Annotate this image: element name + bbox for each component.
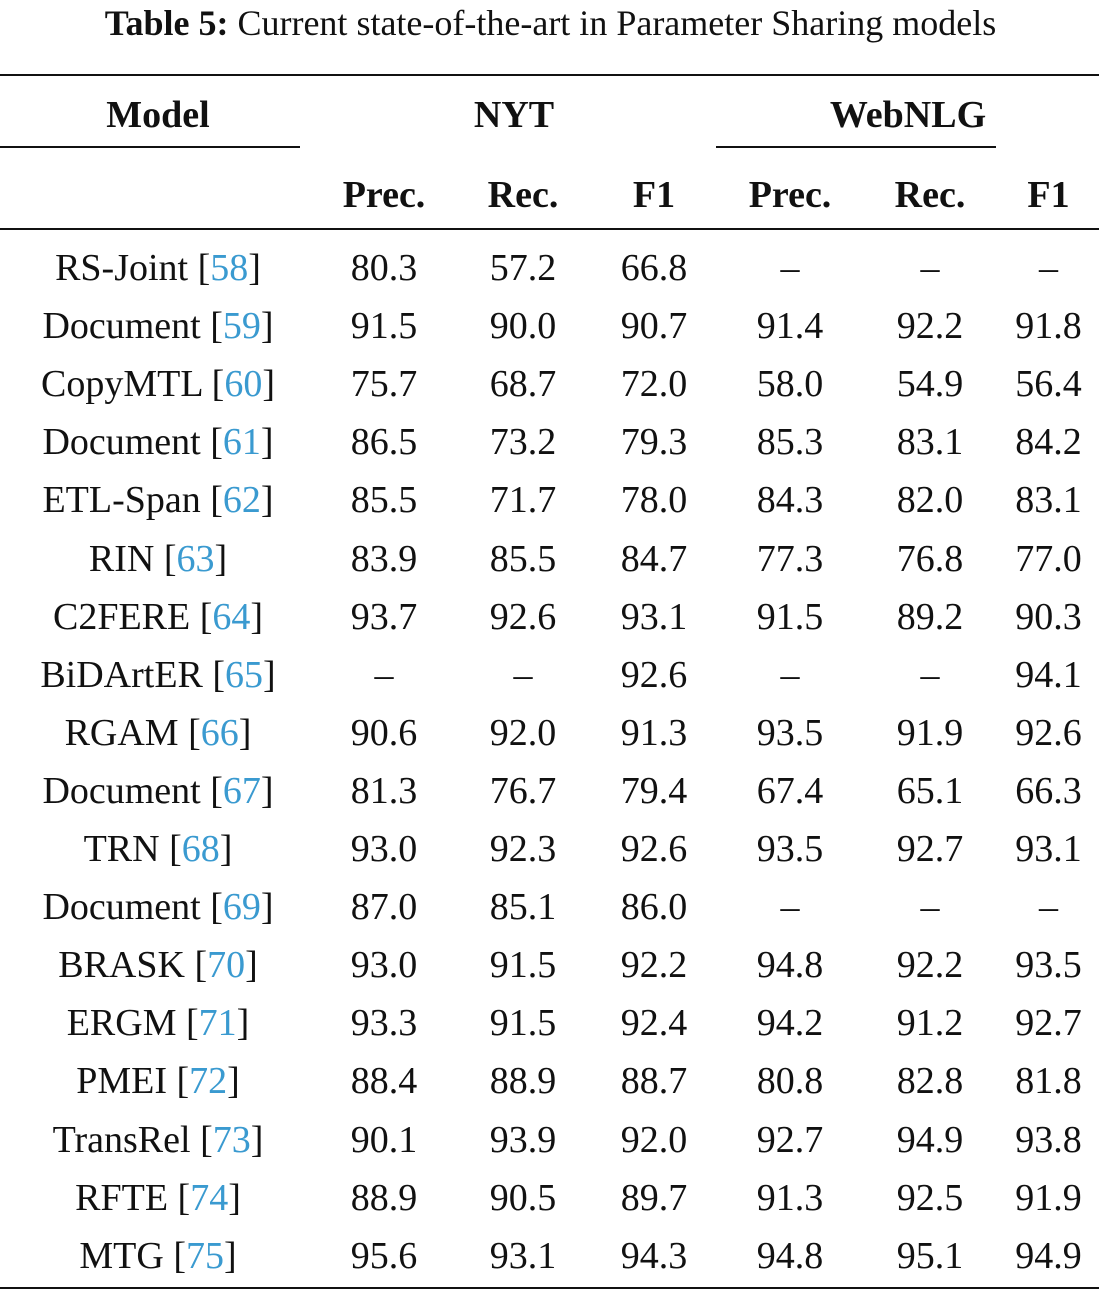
model-name-cell: PMEI [72] [76, 1060, 240, 1102]
model-name-cell: BiDArtER [65] [40, 654, 276, 696]
value-cell: 87.0 [350, 886, 418, 928]
bottom-rule [0, 1287, 1099, 1289]
header-metric-4: Rec. [894, 174, 966, 216]
value-cell: 93.8 [1015, 1119, 1082, 1161]
webnlg-cmidrule [716, 146, 996, 148]
model-name: BRASK [58, 944, 185, 986]
top-rule [0, 74, 1099, 76]
value-cell: 81.3 [350, 770, 418, 812]
value-cell: – [1039, 886, 1058, 928]
value-cell: 92.6 [620, 654, 688, 696]
value-cell: – [920, 886, 940, 928]
citation-link[interactable]: 63 [176, 538, 215, 580]
value-cell: 89.7 [620, 1177, 688, 1219]
value-cell: 94.2 [756, 1002, 824, 1044]
model-name-cell: RS-Joint [58] [55, 247, 261, 289]
caption-label: Table 5: [104, 3, 229, 43]
value-cell: 77.3 [756, 538, 824, 580]
model-name: RFTE [75, 1177, 169, 1219]
value-cell: 86.0 [620, 886, 688, 928]
model-name: CopyMTL [41, 363, 203, 405]
model-name: TransRel [52, 1119, 191, 1161]
value-cell: 92.7 [1015, 1002, 1082, 1044]
value-cell: – [920, 654, 940, 696]
citation-link[interactable]: 71 [198, 1002, 237, 1044]
model-name-cell: RIN [63] [88, 538, 228, 580]
citation-link[interactable]: 59 [222, 305, 261, 347]
value-cell: 68.7 [489, 363, 557, 405]
value-cell: 80.3 [350, 247, 418, 289]
value-cell: 92.6 [1015, 712, 1082, 754]
value-cell: 91.3 [620, 712, 688, 754]
value-cell: 94.8 [756, 944, 824, 986]
value-cell: 85.5 [350, 479, 418, 521]
value-cell: 91.5 [489, 944, 557, 986]
model-name-cell: MTG [75] [79, 1235, 237, 1277]
model-name-cell: Document [61] [42, 421, 274, 463]
value-cell: 92.2 [620, 944, 688, 986]
model-name-cell: BRASK [70] [58, 944, 258, 986]
model-name: RIN [88, 538, 155, 580]
model-name: BiDArtER [40, 654, 203, 696]
value-cell: 80.8 [756, 1060, 824, 1102]
model-name: Document [42, 770, 201, 812]
value-cell: – [1039, 247, 1058, 289]
value-cell: 83.1 [1015, 479, 1082, 521]
model-cmidrule [0, 146, 300, 148]
model-name: Document [42, 886, 201, 928]
value-cell: 91.5 [756, 596, 824, 638]
value-cell: 65.1 [896, 770, 964, 812]
value-cell: 76.7 [489, 770, 557, 812]
value-cell: 92.6 [489, 596, 557, 638]
model-name: ETL-Span [42, 479, 201, 521]
value-cell: 92.6 [620, 828, 688, 870]
value-cell: 90.3 [1015, 596, 1082, 638]
citation-link[interactable]: 61 [222, 421, 261, 463]
value-cell: 84.2 [1015, 421, 1082, 463]
model-name: TRN [83, 828, 160, 870]
value-cell: 67.4 [756, 770, 824, 812]
value-cell: 71.7 [489, 479, 557, 521]
model-name-cell: ETL-Span [62] [42, 479, 274, 521]
header-webnlg: WebNLG [829, 94, 987, 136]
value-cell: 89.2 [896, 596, 964, 638]
value-cell: 94.8 [756, 1235, 824, 1277]
value-cell: 93.3 [350, 1002, 418, 1044]
value-cell: 91.4 [756, 305, 824, 347]
value-cell: 95.1 [896, 1235, 964, 1277]
value-cell: – [780, 654, 800, 696]
value-cell: 83.1 [896, 421, 964, 463]
value-cell: 93.7 [350, 596, 418, 638]
header-nyt: NYT [473, 94, 555, 136]
model-name: MTG [79, 1235, 164, 1277]
citation-link[interactable]: 67 [222, 770, 261, 812]
citation-link[interactable]: 58 [210, 247, 249, 289]
value-cell: 66.8 [620, 247, 688, 289]
value-cell: 92.3 [489, 828, 557, 870]
header-metric-5: F1 [1027, 174, 1070, 216]
citation-link[interactable]: 72 [189, 1060, 228, 1102]
model-name: RS-Joint [55, 247, 189, 289]
citation-link[interactable]: 69 [222, 886, 261, 928]
header-model: Model [106, 94, 210, 136]
value-cell: 85.1 [489, 886, 557, 928]
model-name-cell: TRN [68] [83, 828, 233, 870]
value-cell: 86.5 [350, 421, 418, 463]
value-cell: 56.4 [1015, 363, 1082, 405]
model-name: C2FERE [52, 596, 191, 638]
value-cell: 94.9 [1015, 1235, 1082, 1277]
value-cell: 93.5 [1015, 944, 1082, 986]
citation-link[interactable]: 75 [185, 1235, 224, 1277]
model-name: RGAM [64, 712, 179, 754]
model-name-cell: Document [59] [42, 305, 274, 347]
value-cell: 84.3 [756, 479, 824, 521]
value-cell: 91.5 [489, 1002, 557, 1044]
caption-text: Current state-of-the-art in Parameter Sharing models [237, 3, 997, 43]
value-cell: – [920, 247, 940, 289]
citation-link[interactable]: 62 [222, 479, 261, 521]
citation-link[interactable]: 60 [224, 363, 263, 405]
value-cell: 66.3 [1015, 770, 1082, 812]
value-cell: 92.0 [489, 712, 557, 754]
value-cell: 91.9 [1015, 1177, 1082, 1219]
model-name-cell: ERGM [71] [66, 1002, 250, 1044]
value-cell: 83.9 [350, 538, 418, 580]
value-cell: 92.2 [896, 944, 964, 986]
model-name-cell: Document [69] [42, 886, 274, 928]
value-cell: 92.2 [896, 305, 964, 347]
value-cell: 92.7 [896, 828, 964, 870]
value-cell: 93.5 [756, 828, 824, 870]
header-metric-2: F1 [632, 174, 676, 216]
citation-link[interactable]: 70 [207, 944, 246, 986]
value-cell: 88.7 [620, 1060, 688, 1102]
header-rule [0, 228, 1099, 230]
value-cell: 94.1 [1015, 654, 1082, 696]
value-cell: 85.3 [756, 421, 824, 463]
value-cell: – [780, 247, 800, 289]
model-name: PMEI [76, 1060, 167, 1102]
value-cell: – [780, 886, 800, 928]
value-cell: 92.4 [620, 1002, 688, 1044]
value-cell: 81.8 [1015, 1060, 1082, 1102]
value-cell: 93.5 [756, 712, 824, 754]
value-cell: 88.9 [350, 1177, 418, 1219]
value-cell: 57.2 [489, 247, 557, 289]
value-cell: 91.5 [350, 305, 418, 347]
model-name: ERGM [66, 1002, 177, 1044]
value-cell: 94.9 [896, 1119, 964, 1161]
value-cell: – [374, 654, 394, 696]
header-metric-1: Rec. [487, 174, 559, 216]
value-cell: 88.9 [489, 1060, 557, 1102]
citation-link[interactable]: 74 [190, 1177, 229, 1219]
header-metric-3: Prec. [748, 174, 832, 216]
value-cell: 93.9 [489, 1119, 557, 1161]
model-name: Document [42, 421, 201, 463]
value-cell: 94.3 [620, 1235, 688, 1277]
model-name-cell: RFTE [74] [75, 1177, 241, 1219]
value-cell: 58.0 [756, 363, 824, 405]
value-cell: 90.5 [489, 1177, 557, 1219]
value-cell: 84.7 [620, 538, 688, 580]
value-cell: 85.5 [489, 538, 557, 580]
value-cell: 79.4 [620, 770, 688, 812]
value-cell: 91.2 [896, 1002, 964, 1044]
value-cell: 92.0 [620, 1119, 688, 1161]
table-caption [0, 0, 1101, 46]
model-name-cell: Document [67] [42, 770, 274, 812]
citation-link[interactable]: 65 [225, 654, 264, 696]
value-cell: 93.1 [620, 596, 688, 638]
model-name-cell: C2FERE [64] [52, 596, 264, 638]
header-metric-0: Prec. [342, 174, 426, 216]
value-cell: 82.0 [896, 479, 964, 521]
value-cell: 92.7 [756, 1119, 824, 1161]
value-cell: 93.0 [350, 828, 418, 870]
model-name: Document [42, 305, 201, 347]
value-cell: 91.9 [896, 712, 964, 754]
model-name-cell: TransRel [73] [52, 1119, 264, 1161]
value-cell: 54.9 [896, 363, 964, 405]
citation-link[interactable]: 66 [200, 712, 239, 754]
value-cell: 75.7 [350, 363, 418, 405]
value-cell: 90.1 [350, 1119, 418, 1161]
value-cell: 93.1 [489, 1235, 557, 1277]
model-name-cell: RGAM [66] [64, 712, 252, 754]
model-name-cell: CopyMTL [60] [41, 363, 275, 405]
value-cell: 73.2 [489, 421, 557, 463]
citation-link[interactable]: 73 [212, 1119, 251, 1161]
citation-link[interactable]: 64 [212, 596, 251, 638]
value-cell: 72.0 [620, 363, 688, 405]
value-cell: 92.5 [896, 1177, 964, 1219]
value-cell: – [513, 654, 533, 696]
value-cell: 79.3 [620, 421, 688, 463]
value-cell: 88.4 [350, 1060, 418, 1102]
value-cell: 90.7 [620, 305, 688, 347]
citation-link[interactable]: 68 [181, 828, 220, 870]
value-cell: 93.1 [1015, 828, 1082, 870]
value-cell: 78.0 [620, 479, 688, 521]
value-cell: 82.8 [896, 1060, 964, 1102]
value-cell: 91.8 [1015, 305, 1082, 347]
value-cell: 91.3 [756, 1177, 824, 1219]
value-cell: 90.6 [350, 712, 418, 754]
value-cell: 93.0 [350, 944, 418, 986]
value-cell: 77.0 [1015, 538, 1082, 580]
value-cell: 76.8 [896, 538, 964, 580]
value-cell: 90.0 [489, 305, 557, 347]
value-cell: 95.6 [350, 1235, 418, 1277]
